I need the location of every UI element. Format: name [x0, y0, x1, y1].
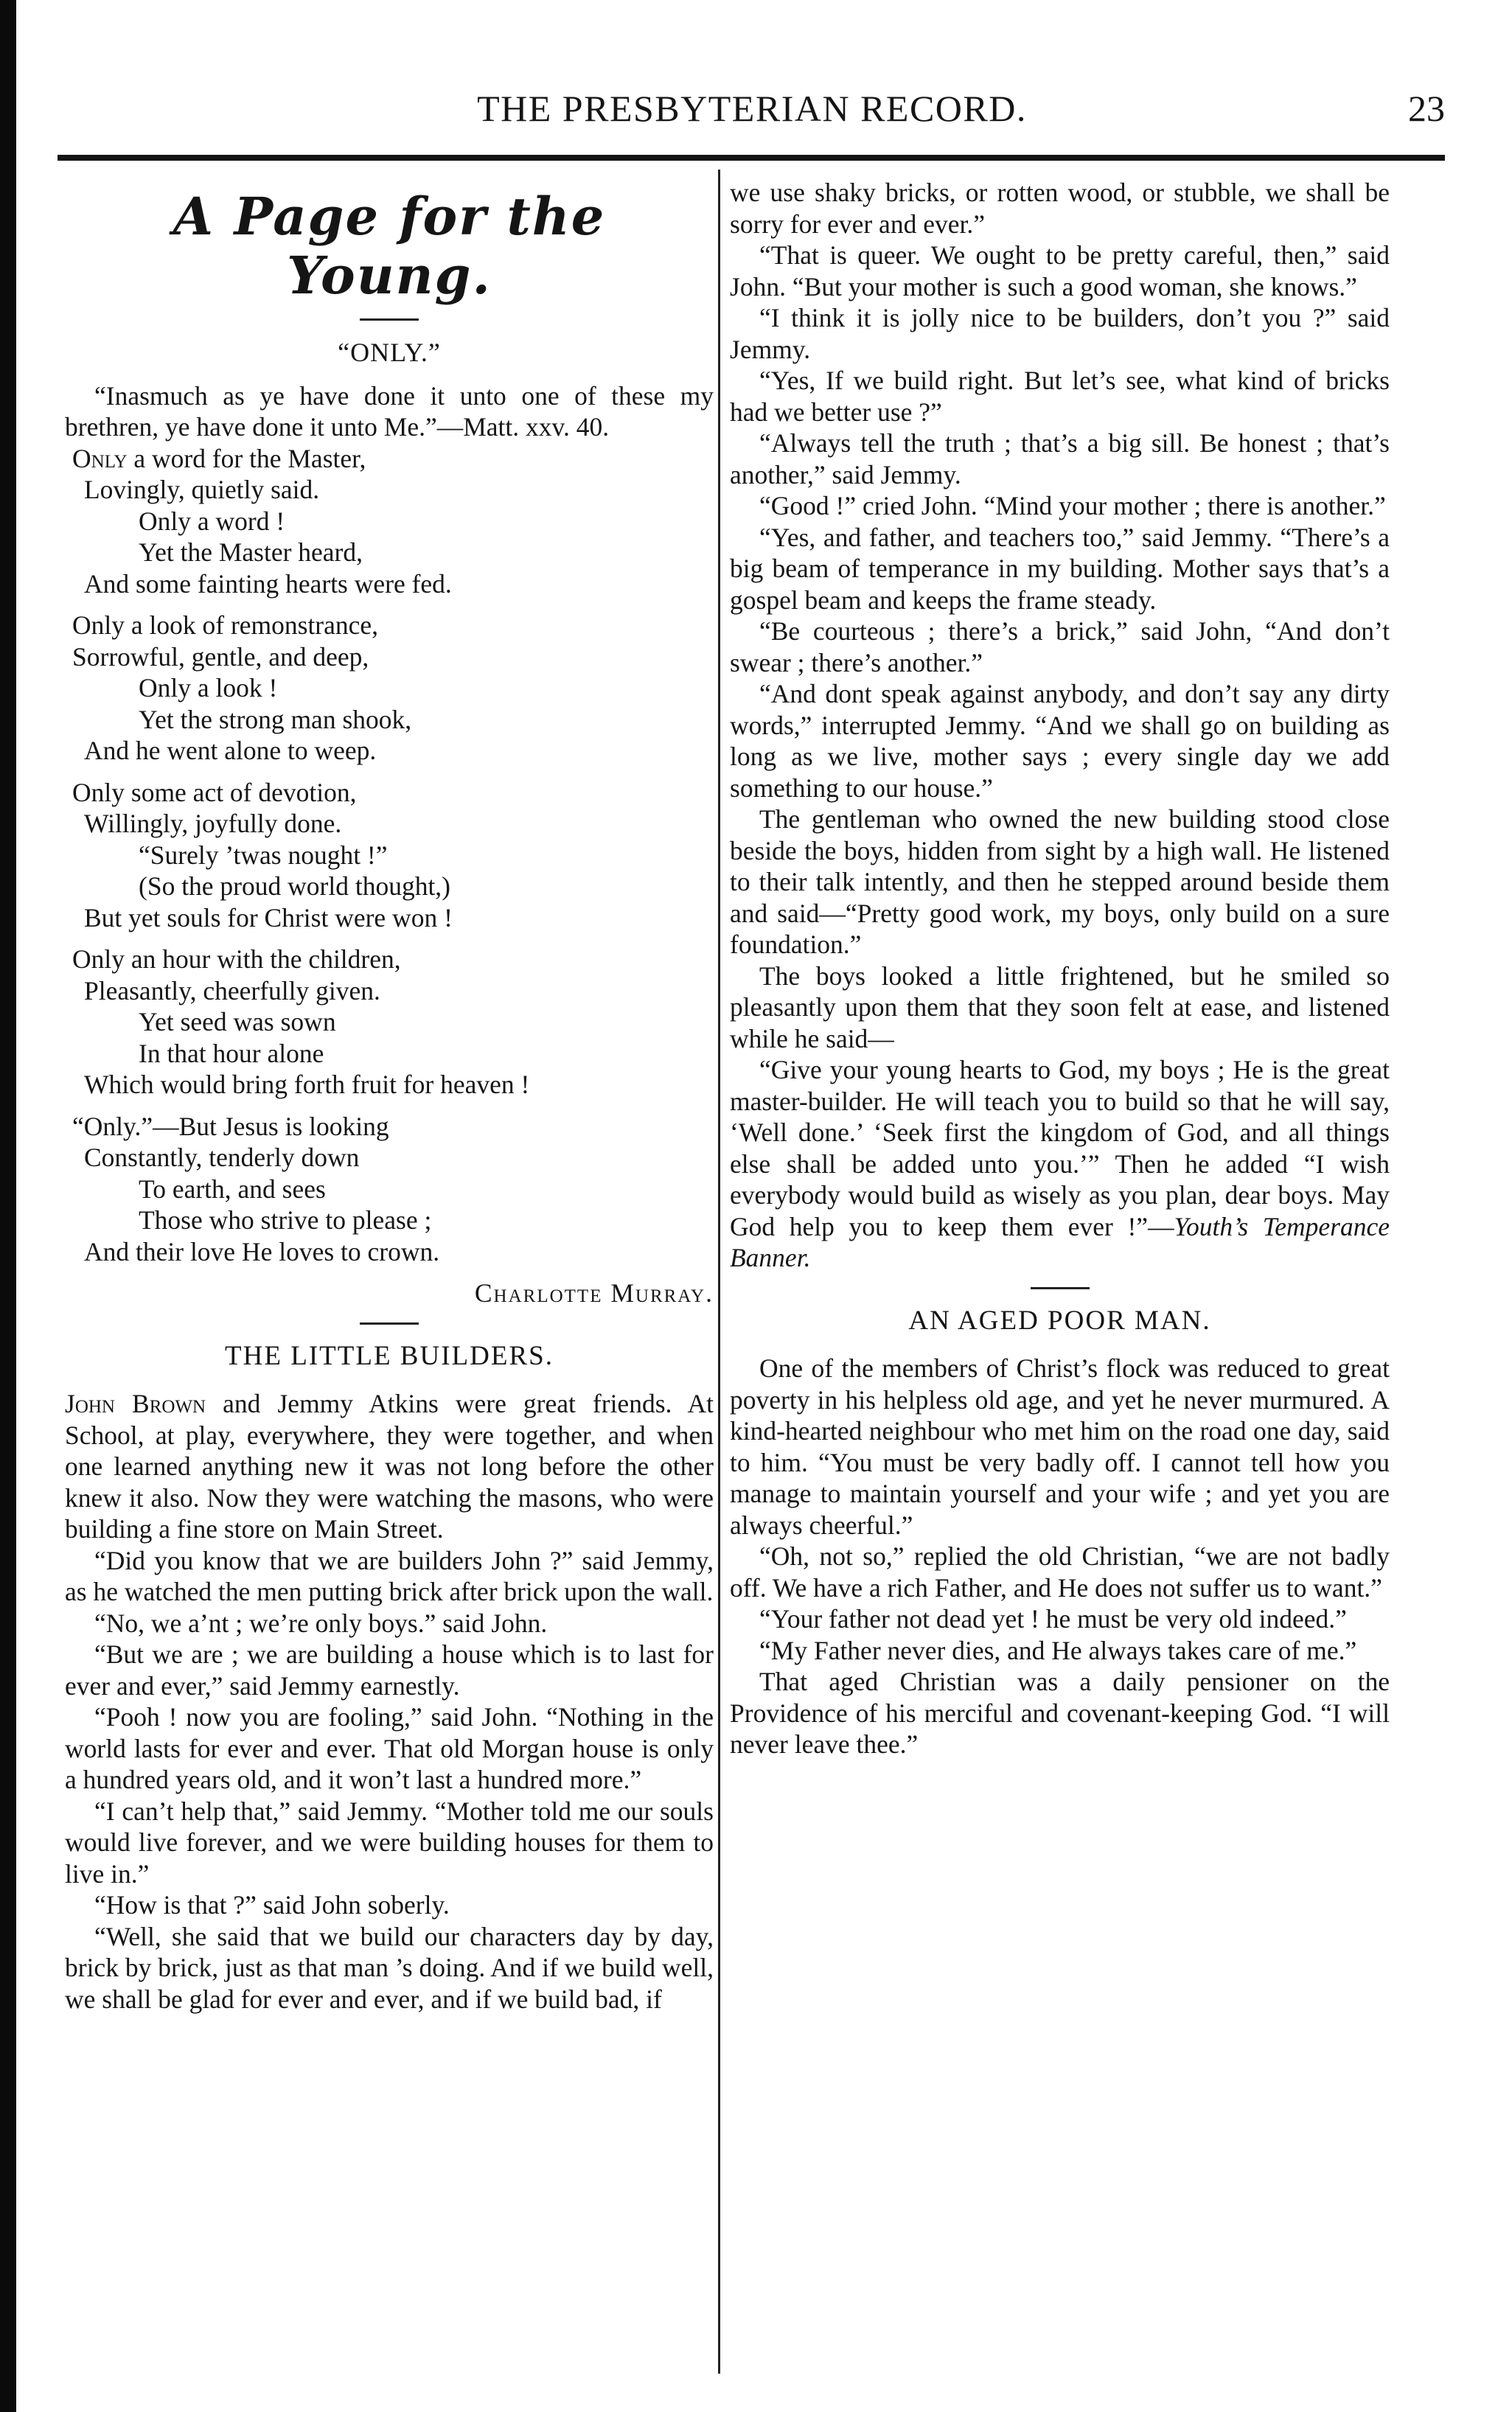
- poem-line: Only some act of devotion,: [72, 777, 357, 807]
- running-header: [59, 83, 1445, 142]
- left-column: [65, 177, 714, 2015]
- article-paragraph: That aged Christian was a daily pensioner on the Providence of his merciful and covenant-keeping God. “I will never leave thee.”: [730, 1667, 1390, 1759]
- article-paragraph: [65, 1388, 714, 1545]
- article-paragraph: “No, we a’nt ; we’re only boys.” said John.: [94, 1608, 548, 1638]
- article-title: AN AGED POOR MAN.: [908, 1305, 1211, 1336]
- article-paragraph: we use shaky bricks, or rotten wood, or stubble, we shall be sorry for ever and ever.”: [730, 178, 1390, 239]
- poem-line: Sorrowful, gentle, and deep,: [72, 641, 369, 672]
- poem-line: And their love He loves to crown.: [84, 1236, 440, 1266]
- article-paragraph: [730, 1054, 1390, 1274]
- binding-edge: [0, 0, 16, 2412]
- poem-line: Only a look of remonstrance,: [72, 610, 379, 640]
- poem-line: (So the proud world thought,): [139, 871, 451, 901]
- article-paragraph: “Pooh ! now you are fooling,” said John. “Nothing in the world lasts for ever and ever. That old Morgan house is only a hundred years old, and it won’t last a hundred more.”: [65, 1702, 714, 1794]
- article-title: THE LITTLE BUILDERS.: [225, 1340, 554, 1371]
- poem-line: Which would bring forth fruit for heaven !: [84, 1070, 530, 1099]
- article-paragraph: The gentleman who owned the new building stood close beside the boys, hidden from sight by a high wall. He listened to their talk intently, and then he stepped around beside them and said—“Pretty good work, my boys, only build on a sure foundation.”: [730, 804, 1390, 959]
- poem-stanza: [65, 610, 714, 767]
- poem-line: Willingly, joyfully done.: [84, 809, 342, 838]
- poem-line: Only a look !: [139, 673, 278, 703]
- header-rule: [58, 155, 1445, 161]
- poem-line: Yet the Master heard,: [139, 537, 363, 567]
- article-paragraph: “Well, she said that we build our characters day by day, brick by brick, just as that man ’s doing. And if we build well, we shall be glad for ever and ever, and if we build bad, if: [65, 1921, 714, 2014]
- article-paragraph: “That is queer. We ought to be pretty careful, then,” said John. “But your mother is such a good woman, she knows.”: [730, 240, 1390, 302]
- column-divider: [718, 170, 720, 2374]
- source-credit: Youth’s Temperance Banner.: [730, 1211, 1390, 1272]
- article-paragraph: “But we are ; we are building a house which is to last for ever and ever,” said Jemmy earnestly.: [65, 1639, 714, 1701]
- section-rule: [360, 1322, 419, 1325]
- poem-line: “Only.”—But Jesus is looking: [72, 1111, 389, 1141]
- drop-word: Only: [72, 443, 128, 473]
- article-paragraph: One of the members of Christ’s flock was reduced to great poverty in his helpless old age, and yet he never murmured. A kind-hearted neighbour who met him on the road one day, said to him. “You must be very badly off. I cannot tell how you manage to maintain yourself and your wife ; and yet you are always cheerful.”: [730, 1353, 1390, 1540]
- poem-line: Only an hour with the children,: [72, 944, 401, 974]
- publication-title: THE PRESBYTERIAN RECORD.: [477, 88, 1027, 129]
- paragraph-text: and Jemmy Atkins were great friends. At School, at play, everywhere, they were together, and when one learned anything new it was not long before the other knew it also. Now they were watching the masons, who were building a fine store on Main Street.: [65, 1389, 714, 1544]
- poem-line: And some fainting hearts were fed.: [84, 568, 452, 599]
- article-paragraph: “And dont speak against anybody, and don’t say any dirty words,” interrupted Jemmy. “And we shall go on building as long as we live, mother says ; every single day we add something to our house.”: [730, 679, 1390, 803]
- article-paragraph: “How is that ?” said John soberly.: [94, 1890, 450, 1920]
- poem-stanza: [65, 443, 714, 600]
- poem-stanza: [65, 1111, 714, 1268]
- poem-stanza: [65, 944, 714, 1101]
- section-rule: [1031, 1287, 1090, 1289]
- right-column: [730, 177, 1390, 1760]
- poem-line: Lovingly, quietly said.: [84, 475, 320, 504]
- poem-line: And he went alone to weep.: [84, 736, 377, 765]
- poem-line: Yet the strong man shook,: [139, 704, 412, 734]
- poem-line: Yet seed was sown: [139, 1007, 336, 1036]
- article-paragraph: “I can’t help that,” said Jemmy. “Mother told me our souls would live forever, and we were building houses for them to live in.”: [65, 1796, 714, 1889]
- poem-author: Charlotte Murray.: [474, 1278, 714, 1308]
- poem-title: “ONLY.”: [338, 338, 441, 367]
- poem-line: Only a word !: [139, 506, 285, 536]
- poem-line: “Surely ’twas nought !”: [139, 840, 388, 870]
- article-paragraph: “Did you know that we are builders John ?” said Jemmy, as he watched the men putting brick after brick upon the wall.: [65, 1545, 714, 1606]
- poem-line: Constantly, tenderly down: [84, 1143, 360, 1172]
- article-paragraph: “I think it is jolly nice to be builders, don’t you ?” said Jemmy.: [730, 303, 1390, 364]
- heading-rule: [360, 318, 419, 321]
- article-paragraph: “Good !” cried John. “Mind your mother ; there is another.”: [759, 491, 1386, 520]
- article-paragraph: “Oh, not so,” replied the old Christian, “we are not badly off. We have a rich Father, and He does not suffer us to want.”: [730, 1541, 1390, 1603]
- opening-words: John Brown: [65, 1389, 206, 1418]
- poem-line: Those who strive to please ;: [139, 1205, 432, 1235]
- poem-stanza: [65, 777, 714, 934]
- paragraph-text: “Give your young hearts to God, my boys ; He is the great master-builder. He will teach you to build so that he will say, ‘Well done.’ ‘Seek first the kingdom of God, and all things else shall be added unto you.’” Then he added “I wish everybody would build as wisely as you plan, dear boys. May God help you to keep them ever !”—: [730, 1055, 1390, 1241]
- poem-line: Pleasantly, cheerfully given.: [84, 975, 380, 1005]
- article-paragraph: “Be courteous ; there’s a brick,” said John, “And don’t swear ; there’s another.”: [730, 616, 1390, 677]
- poem-line: In that hour alone: [139, 1038, 324, 1068]
- article-paragraph: “Yes, If we build right. But let’s see, what kind of bricks had we better use ?”: [730, 366, 1390, 427]
- article-paragraph: “Your father not dead yet ! he must be very old indeed.”: [759, 1604, 1347, 1634]
- poem-line: To earth, and sees: [139, 1174, 326, 1204]
- poem-line: [65, 443, 714, 475]
- poem-line-text: a word for the Master,: [127, 443, 366, 473]
- section-heading: A Page for the Young.: [173, 186, 606, 306]
- poem-line: But yet souls for Christ were won !: [84, 902, 453, 933]
- article-paragraph: “Yes, and father, and teachers too,” said Jemmy. “There’s a big beam of temperance in my building. Mother says that’s a gospel beam and keeps the frame steady.: [730, 522, 1390, 615]
- article-paragraph: “Always tell the truth ; that’s a big sill. Be honest ; that’s another,” said Jemmy.: [730, 428, 1390, 489]
- article-paragraph: “My Father never dies, and He always takes care of me.”: [759, 1635, 1357, 1665]
- page-number: 23: [1408, 88, 1445, 129]
- poem-epigraph: “Inasmuch as ye have done it unto one of these my brethren, ye have done it unto Me.”—Matt. xxv. 40.: [65, 380, 714, 442]
- article-paragraph: The boys looked a little frightened, but he smiled so pleasantly upon them that they soon felt at ease, and listened while he said—: [730, 961, 1390, 1053]
